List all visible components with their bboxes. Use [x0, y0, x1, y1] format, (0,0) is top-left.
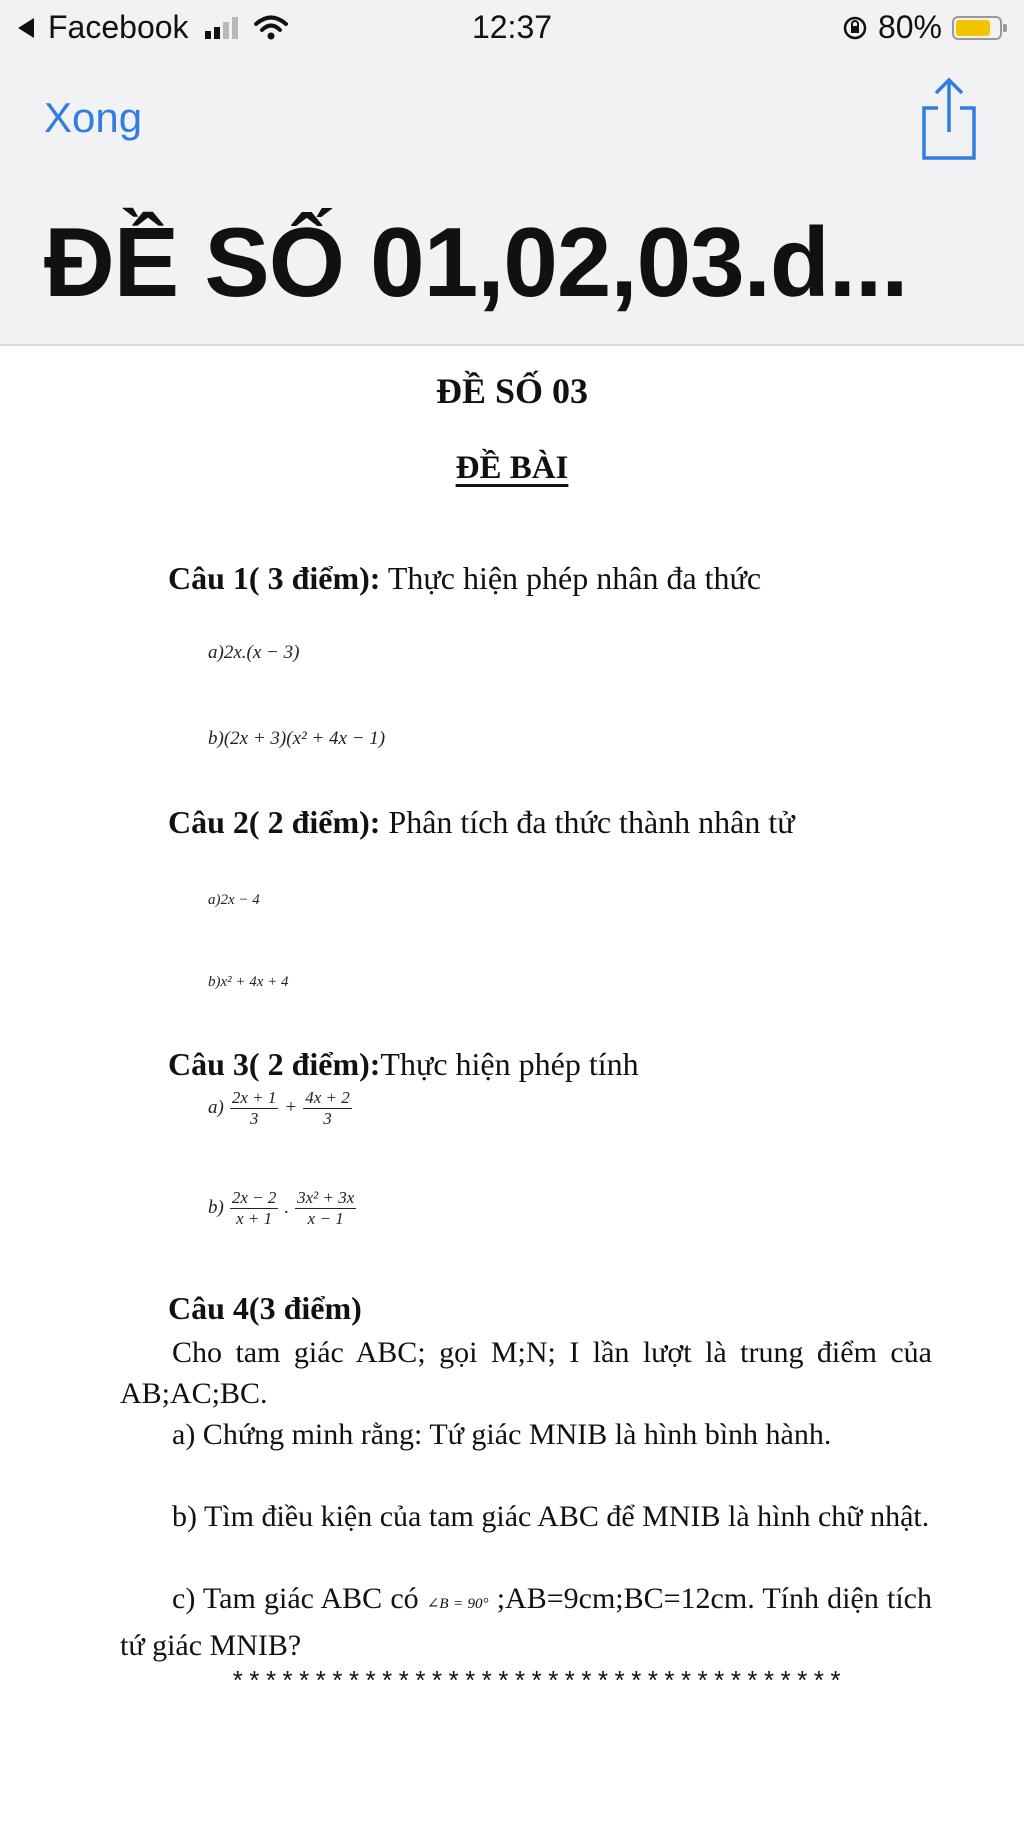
question-3-label: Câu 3( 2 điểm): — [168, 1046, 381, 1082]
page-title: ĐỀ SỐ 01,02,03.d... — [44, 207, 908, 317]
end-divider: ************************************* — [230, 1668, 845, 1698]
angle-b-90: ∠B = 90° — [426, 1596, 489, 1612]
exam-heading: ĐỀ SỐ 03 — [435, 371, 589, 411]
question-4b: b) Tìm điều kiện của tam giác ABC để MNIB là hình chữ nhật. — [172, 1500, 930, 1533]
document-nav-header — [0, 56, 1024, 346]
question-2-text: Phân tích đa thức thành nhân tử — [380, 804, 795, 840]
fraction — [230, 1188, 279, 1228]
numerator: 2x − 2 — [231, 1188, 277, 1207]
question-3a — [208, 1088, 354, 1128]
question-3b — [208, 1188, 358, 1228]
operator: . — [284, 1197, 290, 1219]
question-3a-label: a) — [208, 1097, 224, 1119]
document-page[interactable] — [0, 346, 1024, 1824]
numerator: 3x² + 3x — [297, 1188, 355, 1207]
question-1-text: Thực hiện phép nhân đa thức — [380, 560, 762, 596]
question-3b-label: b) — [208, 1197, 224, 1219]
question-4c-part2: ;AB=9cm;BC=12cm. Tính diện tích tứ giác MNIB? — [120, 1582, 932, 1662]
question-2-label: Câu 2( 2 điểm): — [168, 804, 381, 840]
battery-level — [956, 20, 990, 36]
question-4-intro: Cho tam giác ABC; gọi M;N; I lần lượt là trung điểm của AB;AC;BC. — [120, 1336, 932, 1410]
question-2-title — [168, 804, 795, 841]
question-4c-part1: c) Tam giác ABC có — [172, 1582, 427, 1615]
exam-subheading-text: ĐỀ BÀI — [455, 450, 569, 486]
question-1-title — [168, 560, 761, 597]
share-icon[interactable] — [916, 74, 982, 164]
denominator: x − 1 — [307, 1208, 344, 1228]
fraction — [295, 1188, 356, 1228]
orientation-lock-icon — [842, 15, 868, 41]
question-4-title — [168, 1290, 362, 1327]
operator: + — [284, 1097, 298, 1119]
question-1-label: Câu 1( 3 điểm): — [168, 560, 381, 596]
denominator: 3 — [249, 1108, 259, 1128]
question-1b: b)(2x + 3)(x² + 4x − 1) — [208, 728, 386, 749]
fraction — [303, 1088, 352, 1128]
battery-percent: 80% — [877, 9, 942, 45]
question-3-title — [168, 1046, 639, 1083]
question-4-label: Câu 4(3 điểm) — [168, 1290, 362, 1326]
question-1a: a)2x.(x − 3) — [208, 642, 300, 663]
status-bar — [0, 0, 1024, 56]
exam-subheading — [0, 450, 1024, 487]
numerator: 2x + 1 — [231, 1088, 277, 1107]
clock: 12:37 — [471, 9, 553, 45]
back-app-label: Facebook — [48, 9, 189, 45]
question-2b: b)x² + 4x + 4 — [208, 974, 289, 990]
denominator: 3 — [323, 1108, 332, 1128]
question-3-text: Thực hiện phép tính — [380, 1046, 639, 1082]
question-4a: a) Chứng minh rằng: Tứ giác MNIB là hình bình hành. — [172, 1418, 832, 1451]
fraction — [230, 1088, 279, 1128]
question-4c — [120, 1578, 932, 1666]
numerator: 4x + 2 — [305, 1088, 350, 1107]
question-2a: a)2x − 4 — [208, 892, 260, 908]
battery-icon — [952, 16, 1002, 40]
denominator: x + 1 — [236, 1208, 273, 1228]
done-button[interactable]: Xong — [44, 94, 143, 141]
